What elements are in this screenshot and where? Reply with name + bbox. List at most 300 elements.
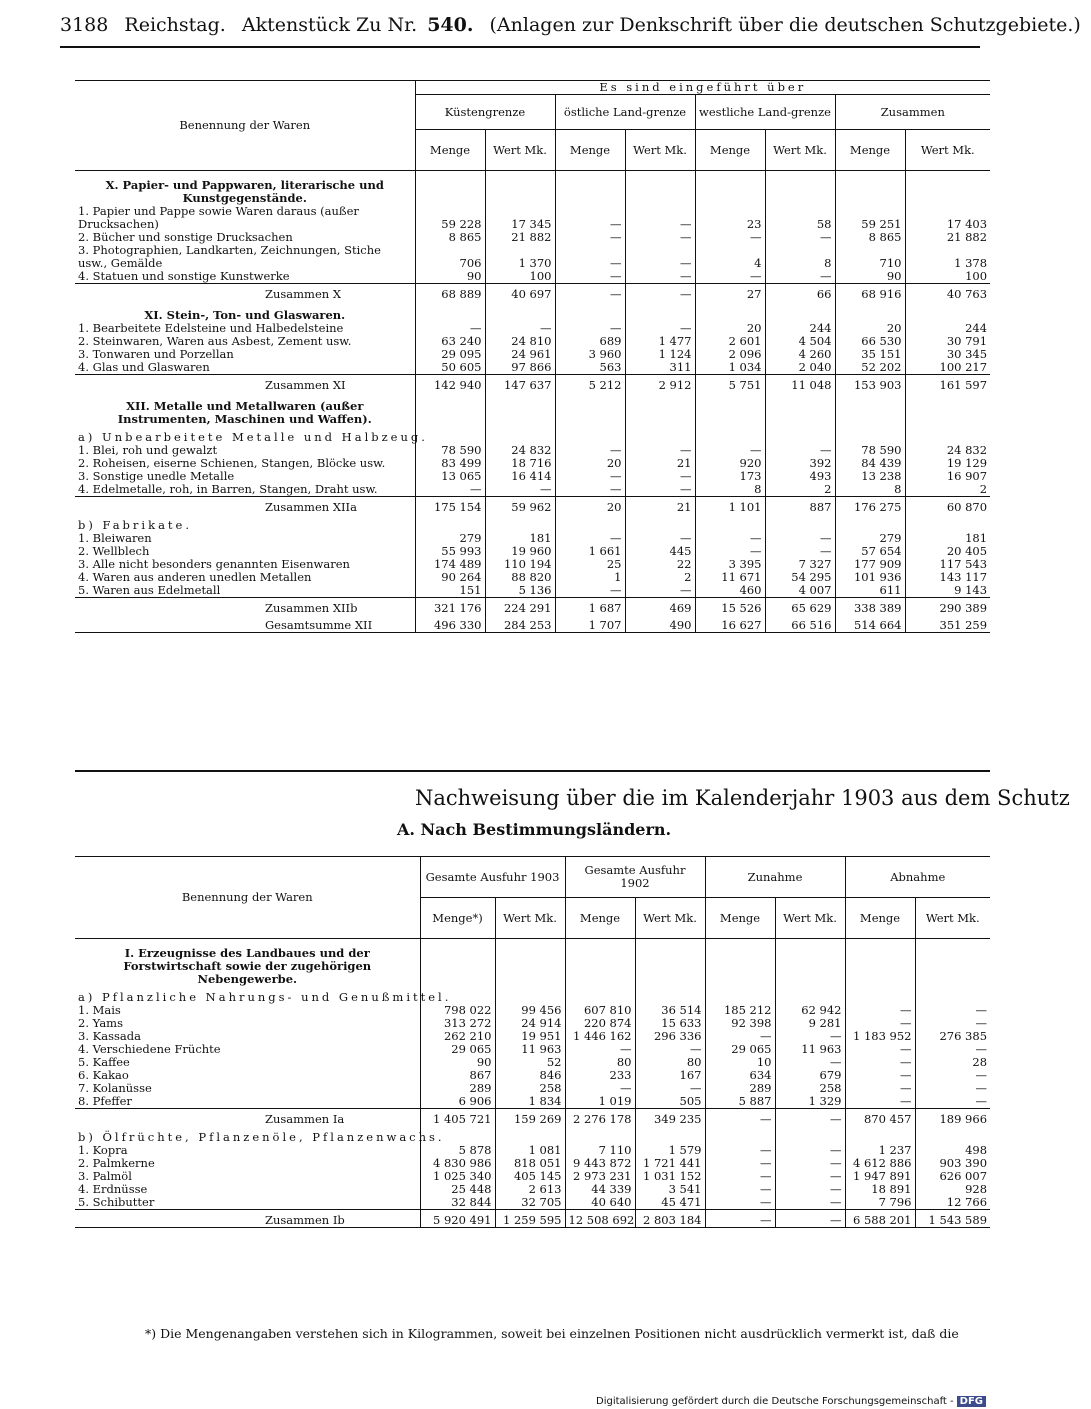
value-cell: — <box>695 270 765 284</box>
total-value: 60 870 <box>905 497 990 515</box>
value-cell: — <box>555 244 625 270</box>
value-cell: — <box>775 1030 845 1043</box>
value-cell: 59 228 <box>415 205 485 231</box>
value-cell: 57 654 <box>835 545 905 558</box>
value-cell: — <box>845 1004 915 1017</box>
value-cell: 5 136 <box>485 584 555 598</box>
blank-cell <box>705 947 775 986</box>
total-value: 189 966 <box>915 1109 990 1127</box>
value-cell: 92 398 <box>705 1017 775 1030</box>
item-label: 4. Waren aus anderen unedlen Metallen <box>78 570 312 584</box>
header-reichstag: Reichstag. <box>124 14 226 36</box>
value-cell: 233 <box>565 1069 635 1082</box>
value-cell: 289 <box>705 1082 775 1095</box>
blank-cell <box>555 301 625 309</box>
blank-cell <box>905 400 990 426</box>
total-value: 224 291 <box>485 598 555 616</box>
blank-cell <box>485 514 555 532</box>
value-cell: 679 <box>775 1069 845 1082</box>
value-cell: — <box>625 244 695 270</box>
blank-cell <box>485 426 555 444</box>
total-value: 40 697 <box>485 284 555 302</box>
blank-cell <box>775 1126 845 1144</box>
value-cell: — <box>915 1082 990 1095</box>
value-cell: 11 671 <box>695 571 765 584</box>
group-ausfuhr-1902: Gesamte Ausfuhr 1902 <box>565 857 705 898</box>
blank-cell <box>835 392 905 400</box>
item-label: 6. Kakao <box>78 1068 129 1082</box>
value-cell: 21 882 <box>905 231 990 244</box>
value-cell: 244 <box>765 322 835 335</box>
value-cell: 16 907 <box>905 470 990 483</box>
value-cell: — <box>705 1183 775 1196</box>
blank-cell <box>555 514 625 532</box>
blank-cell <box>565 1126 635 1144</box>
blank-cell <box>635 986 705 1004</box>
blank-cell <box>765 400 835 426</box>
total-value: 5 212 <box>555 375 625 393</box>
value-cell: — <box>625 483 695 497</box>
section-title: XII. Metalle und Metallwaren (außer Instrumenten, Maschinen und Waffen). <box>117 399 372 426</box>
blank-cell <box>915 939 990 948</box>
table-row <box>75 1196 990 1210</box>
total-value: 1 687 <box>555 598 625 616</box>
value-cell: 19 960 <box>485 545 555 558</box>
section-title: XI. Stein-, Ton- und Glaswaren. <box>144 308 346 322</box>
menge-header: Menge <box>845 898 915 939</box>
blank-cell <box>420 947 495 986</box>
total-value: 338 389 <box>835 598 905 616</box>
section-rule <box>75 770 990 772</box>
blank-cell <box>625 426 695 444</box>
value-cell: — <box>705 1030 775 1043</box>
total-value: 59 962 <box>485 497 555 515</box>
value-cell: 44 339 <box>565 1183 635 1196</box>
menge-header: Menge <box>555 130 625 171</box>
value-cell: 4 <box>695 244 765 270</box>
value-cell: 66 530 <box>835 335 905 348</box>
total-value: 142 940 <box>415 375 485 393</box>
item-label: 4. Statuen und sonstige Kunstwerke <box>78 269 290 283</box>
blank-cell <box>705 939 775 948</box>
value-cell: 311 <box>625 361 695 375</box>
value-cell: 798 022 <box>420 1004 495 1017</box>
item-label: 1. Kopra <box>78 1143 128 1157</box>
blank-cell <box>695 392 765 400</box>
total-row <box>75 284 990 302</box>
value-cell: 6 906 <box>420 1095 495 1109</box>
group-zunahme: Zunahme <box>705 857 845 898</box>
value-cell: 1 947 891 <box>845 1170 915 1183</box>
item-label: 5. Schibutter <box>78 1195 155 1209</box>
wert-header: Wert Mk. <box>915 898 990 939</box>
value-cell: 445 <box>625 545 695 558</box>
value-cell: 174 489 <box>415 558 485 571</box>
value-cell: — <box>915 1043 990 1056</box>
value-cell: 19 951 <box>495 1030 565 1043</box>
total-value: 65 629 <box>765 598 835 616</box>
section-title: X. Papier- und Pappwaren, literarische und Kunstgegenstände. <box>105 178 384 205</box>
value-cell: 30 345 <box>905 348 990 361</box>
value-cell: — <box>765 532 835 545</box>
total-value: 887 <box>765 497 835 515</box>
menge-header: Menge <box>705 898 775 939</box>
blank-cell <box>765 179 835 205</box>
page-header <box>60 14 1081 48</box>
value-cell: 30 791 <box>905 335 990 348</box>
value-cell: 1 034 <box>695 361 765 375</box>
blank-cell <box>695 171 765 180</box>
value-cell: — <box>695 532 765 545</box>
total-value: 153 903 <box>835 375 905 393</box>
value-cell: 50 605 <box>415 361 485 375</box>
value-cell: 62 942 <box>775 1004 845 1017</box>
value-cell: — <box>845 1069 915 1082</box>
value-cell: — <box>845 1043 915 1056</box>
group-kuestengrenze: Küstengrenze <box>415 95 555 130</box>
value-cell: 9 281 <box>775 1017 845 1030</box>
dfg-logo: DFG <box>957 1396 986 1407</box>
item-label: 2. Palmkerne <box>78 1156 155 1170</box>
blank-cell <box>905 392 990 400</box>
value-cell: 99 456 <box>495 1004 565 1017</box>
item-label: 3. Tonwaren und Porzellan <box>78 347 234 361</box>
value-cell: 505 <box>635 1095 705 1109</box>
value-cell: 23 <box>695 205 765 231</box>
wert-header: Wert Mk. <box>635 898 705 939</box>
wert-header: Wert Mk. <box>625 130 695 171</box>
value-cell: 36 514 <box>635 1004 705 1017</box>
value-cell: 20 405 <box>905 545 990 558</box>
value-cell: — <box>695 444 765 457</box>
value-cell: 2 973 231 <box>565 1170 635 1183</box>
section-title-row <box>75 947 990 986</box>
blank-cell <box>555 179 625 205</box>
subsection-title-row <box>75 514 990 532</box>
import-table <box>75 80 990 633</box>
total-value: 6 588 201 <box>845 1210 915 1228</box>
blank-cell <box>835 426 905 444</box>
page-number: 3188 <box>60 14 109 36</box>
blank-cell <box>485 392 555 400</box>
value-cell: 58 <box>765 205 835 231</box>
subsection-title: b) Ölfrüchte, Pflanzenöle, Pflanzenwachs. <box>78 1130 445 1144</box>
value-cell: 1 025 340 <box>420 1170 495 1183</box>
value-cell: 110 194 <box>485 558 555 571</box>
blank-cell <box>415 301 485 309</box>
value-cell: 498 <box>915 1144 990 1157</box>
menge-header: Menge*) <box>420 898 495 939</box>
blank-cell <box>845 939 915 948</box>
blank-cell <box>555 171 625 180</box>
value-cell: 90 <box>420 1056 495 1069</box>
total-value: 514 664 <box>835 615 905 633</box>
blank-cell <box>905 514 990 532</box>
total-value: 1 101 <box>695 497 765 515</box>
value-cell: 313 272 <box>420 1017 495 1030</box>
item-label: 8. Pfeffer <box>78 1094 132 1108</box>
value-cell: 29 065 <box>420 1043 495 1056</box>
bestimmungslaender-title: A. Nach Bestimmungsländern. <box>397 820 672 839</box>
value-cell: — <box>625 444 695 457</box>
value-cell: 9 143 <box>905 584 990 598</box>
value-cell: 867 <box>420 1069 495 1082</box>
subsection-title: a) Pflanzliche Nahrungs- und Genußmittel. <box>78 990 452 1004</box>
table-row <box>75 244 990 270</box>
value-cell: 5 887 <box>705 1095 775 1109</box>
total-value: 161 597 <box>905 375 990 393</box>
subsection-title: a) Unbearbeitete Metalle und Halbzeug. <box>78 430 428 444</box>
blank-cell <box>845 947 915 986</box>
value-cell: — <box>915 1095 990 1109</box>
value-cell: 611 <box>835 584 905 598</box>
blank-cell <box>835 301 905 309</box>
value-cell: 24 832 <box>485 444 555 457</box>
blank-cell <box>835 179 905 205</box>
total-row <box>75 375 990 393</box>
total-label: Zusammen Ib <box>75 1210 420 1228</box>
total-value: 66 <box>765 284 835 302</box>
total-value: 40 763 <box>905 284 990 302</box>
value-cell: 279 <box>415 532 485 545</box>
value-cell: 4 612 886 <box>845 1157 915 1170</box>
blank-cell <box>905 179 990 205</box>
total-value: — <box>705 1109 775 1127</box>
blank-cell <box>635 939 705 948</box>
value-cell: 59 251 <box>835 205 905 231</box>
blank-cell <box>625 392 695 400</box>
group-westliche: westliche Land-grenze <box>695 95 835 130</box>
value-cell: 3 960 <box>555 348 625 361</box>
value-cell: 80 <box>565 1056 635 1069</box>
value-cell: — <box>775 1144 845 1157</box>
value-cell: 17 345 <box>485 205 555 231</box>
value-cell: — <box>555 205 625 231</box>
value-cell: 563 <box>555 361 625 375</box>
value-cell: — <box>705 1157 775 1170</box>
item-label: 2. Roheisen, eiserne Schienen, Stangen, Blöcke usw. <box>78 456 386 470</box>
value-cell: 10 <box>705 1056 775 1069</box>
value-cell: 100 <box>485 270 555 284</box>
blank-cell <box>765 426 835 444</box>
value-cell: 29 065 <box>705 1043 775 1056</box>
value-cell: 40 640 <box>565 1196 635 1210</box>
blank-cell <box>485 171 555 180</box>
value-cell: 818 051 <box>495 1157 565 1170</box>
item-label: 3. Photographien, Landkarten, Zeichnungen, Stiche usw., Gemälde <box>78 243 381 270</box>
value-cell: — <box>415 322 485 335</box>
blank-cell <box>485 400 555 426</box>
group-oestliche: östliche Land-grenze <box>555 95 695 130</box>
value-cell: — <box>555 483 625 497</box>
value-cell: 8 <box>765 244 835 270</box>
value-cell: 903 390 <box>915 1157 990 1170</box>
item-label: 3. Alle nicht besonders genannten Eisenwaren <box>78 557 350 571</box>
total-value: 1 405 721 <box>420 1109 495 1127</box>
section-title-row <box>75 179 990 205</box>
value-cell: — <box>555 322 625 335</box>
blank-cell <box>695 514 765 532</box>
value-cell: 493 <box>765 470 835 483</box>
blank-cell <box>695 426 765 444</box>
value-cell: 24 810 <box>485 335 555 348</box>
total-value: 2 912 <box>625 375 695 393</box>
value-cell: 1 031 152 <box>635 1170 705 1183</box>
super-header: Es sind eingeführt über <box>415 81 990 95</box>
total-value: 1 543 589 <box>915 1210 990 1228</box>
value-cell: 45 471 <box>635 1196 705 1210</box>
value-cell: 25 <box>555 558 625 571</box>
value-cell: 17 403 <box>905 205 990 231</box>
value-cell: — <box>415 483 485 497</box>
group-abnahme: Abnahme <box>845 857 990 898</box>
value-cell: 28 <box>915 1056 990 1069</box>
total-value: 284 253 <box>485 615 555 633</box>
table-row <box>75 1069 990 1082</box>
value-cell: — <box>705 1144 775 1157</box>
value-cell: 258 <box>495 1082 565 1095</box>
value-cell: 13 238 <box>835 470 905 483</box>
total-value: 11 048 <box>765 375 835 393</box>
blank-cell <box>835 514 905 532</box>
total-value: 349 235 <box>635 1109 705 1127</box>
value-cell: — <box>565 1082 635 1095</box>
blank-cell <box>495 1126 565 1144</box>
value-cell: 706 <box>415 244 485 270</box>
value-cell: — <box>555 532 625 545</box>
total-value: 496 330 <box>415 615 485 633</box>
value-cell: — <box>635 1043 705 1056</box>
value-cell: — <box>775 1170 845 1183</box>
value-cell: 181 <box>485 532 555 545</box>
value-cell: 276 385 <box>915 1030 990 1043</box>
value-cell: 1 237 <box>845 1144 915 1157</box>
value-cell: 20 <box>835 322 905 335</box>
value-cell: 97 866 <box>485 361 555 375</box>
blank-cell <box>775 986 845 1004</box>
subsection-title: b) Fabrikate. <box>78 518 193 532</box>
item-label: 4. Verschiedene Früchte <box>78 1042 221 1056</box>
blank-cell <box>905 301 990 309</box>
total-row <box>75 1109 990 1127</box>
total-row <box>75 1210 990 1228</box>
wert-header: Wert Mk. <box>485 130 555 171</box>
total-value: 15 526 <box>695 598 765 616</box>
blank-cell <box>625 301 695 309</box>
value-cell: — <box>775 1196 845 1210</box>
menge-header: Menge <box>695 130 765 171</box>
value-cell: 1 721 441 <box>635 1157 705 1170</box>
item-label: 1. Blei, roh und gewalzt <box>78 443 218 457</box>
value-cell: — <box>705 1170 775 1183</box>
value-cell: 9 443 872 <box>565 1157 635 1170</box>
blank-cell <box>765 301 835 309</box>
blank-cell <box>695 179 765 205</box>
value-cell: 1 661 <box>555 545 625 558</box>
value-cell: 90 264 <box>415 571 485 584</box>
table-row <box>75 1095 990 1109</box>
value-cell: — <box>555 584 625 598</box>
table-row <box>75 584 990 598</box>
value-cell: 2 613 <box>495 1183 565 1196</box>
total-value: — <box>625 284 695 302</box>
value-cell: 24 961 <box>485 348 555 361</box>
value-cell: 4 504 <box>765 335 835 348</box>
value-cell: 21 <box>625 457 695 470</box>
total-value: 490 <box>625 615 695 633</box>
value-cell: 90 <box>835 270 905 284</box>
value-cell: 4 007 <box>765 584 835 598</box>
blank-cell <box>485 301 555 309</box>
wert-header: Wert Mk. <box>765 130 835 171</box>
menge-header: Menge <box>565 898 635 939</box>
section-title-row <box>75 400 990 426</box>
value-cell: 25 448 <box>420 1183 495 1196</box>
blank-cell <box>905 171 990 180</box>
blank-cell <box>495 939 565 948</box>
value-cell: — <box>625 532 695 545</box>
value-cell: 8 865 <box>415 231 485 244</box>
total-value: 176 275 <box>835 497 905 515</box>
value-cell: 117 543 <box>905 558 990 571</box>
value-cell: 2 <box>625 571 695 584</box>
blank-cell <box>705 986 775 1004</box>
col-benennung: Benennung der Waren <box>75 81 415 171</box>
footnote: *) Die Mengenangaben verstehen sich in Kilogrammen, soweit bei einzelnen Positionen nicht ausdrücklich vermerkt ist, daß die <box>145 1326 959 1341</box>
value-cell: — <box>625 205 695 231</box>
value-cell: 29 095 <box>415 348 485 361</box>
value-cell: 18 891 <box>845 1183 915 1196</box>
item-label: 3. Kassada <box>78 1029 141 1043</box>
value-cell: 24 914 <box>495 1017 565 1030</box>
item-label: 4. Glas und Glaswaren <box>78 360 210 374</box>
value-cell: 258 <box>775 1082 845 1095</box>
value-cell: — <box>485 483 555 497</box>
value-cell: 2 040 <box>765 361 835 375</box>
blank-cell <box>415 392 485 400</box>
total-value: 12 508 692 <box>565 1210 635 1228</box>
blank-cell <box>765 171 835 180</box>
blank-cell <box>765 392 835 400</box>
item-label: 2. Wellblech <box>78 544 150 558</box>
total-value: 870 457 <box>845 1109 915 1127</box>
value-cell: — <box>845 1056 915 1069</box>
value-cell: 3 541 <box>635 1183 705 1196</box>
total-label: Zusammen X <box>75 284 415 302</box>
blank-cell <box>555 400 625 426</box>
header-rule <box>60 46 980 48</box>
value-cell: 16 414 <box>485 470 555 483</box>
value-cell: 78 590 <box>835 444 905 457</box>
value-cell: 90 <box>415 270 485 284</box>
blank-cell <box>915 986 990 1004</box>
menge-header: Menge <box>835 130 905 171</box>
blank-cell <box>845 986 915 1004</box>
total-label: Zusammen Ia <box>75 1109 420 1127</box>
value-cell: 100 217 <box>905 361 990 375</box>
total-value: 68 889 <box>415 284 485 302</box>
value-cell: 1 370 <box>485 244 555 270</box>
total-value: 2 276 178 <box>565 1109 635 1127</box>
value-cell: 2 096 <box>695 348 765 361</box>
value-cell: 100 <box>905 270 990 284</box>
item-label: 1. Bearbeitete Edelsteine und Halbedelsteine <box>78 321 344 335</box>
value-cell: 2 <box>905 483 990 497</box>
value-cell: 1 <box>555 571 625 584</box>
value-cell: 54 295 <box>765 571 835 584</box>
blank-cell <box>695 400 765 426</box>
value-cell: 460 <box>695 584 765 598</box>
